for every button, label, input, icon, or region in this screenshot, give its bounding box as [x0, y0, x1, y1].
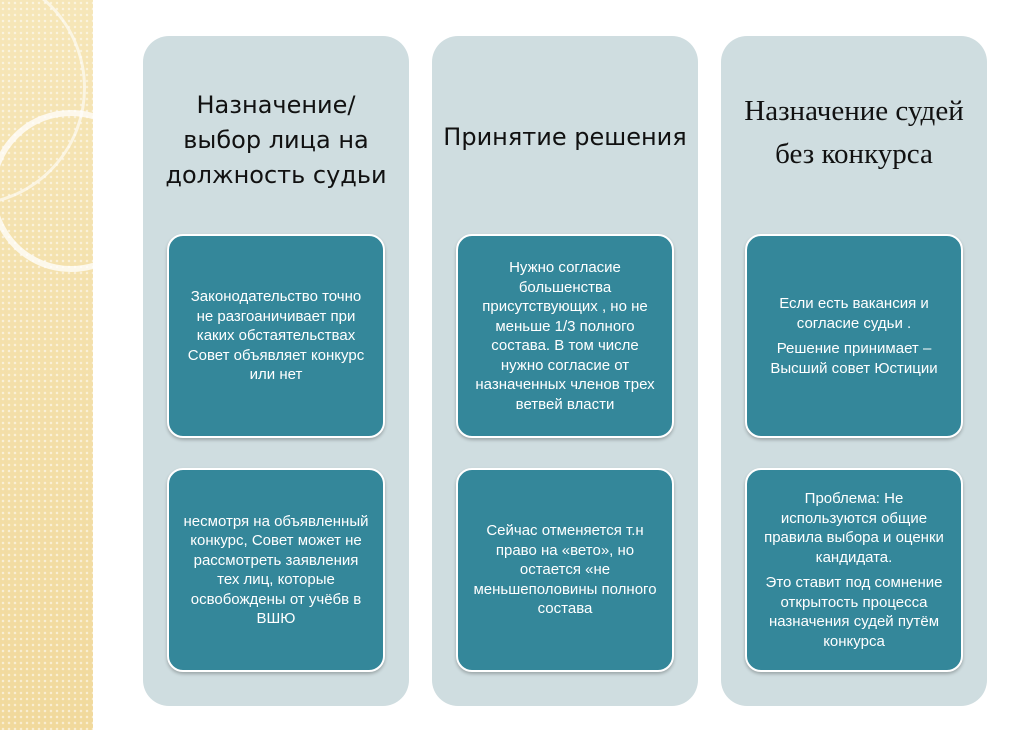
info-box-text: Нужно согласие большенства присутствующих , но не меньше 1/3 полного состава. В том числе нужно согласие от назначенных членов трех ветвей власти	[475, 259, 655, 413]
decorative-side-strip	[0, 0, 93, 730]
column-judge-selection	[143, 36, 409, 706]
info-box-text: Сейчас отменяется т.н право на «вето», но остается «не меньшеполовины полного состава	[473, 522, 657, 618]
column-title: Назначение/выбор лица на должность судьи	[165, 91, 387, 189]
info-box-text: Если есть вакансия и согласие судьи .	[779, 295, 929, 332]
info-box	[167, 468, 385, 672]
column-appointment-without-contest	[721, 36, 987, 706]
info-box-text: Решение принимает – Высший совет Юстиции	[770, 340, 938, 377]
info-box-text: несмотря на объявленный конкурс, Совет может не рассмотреть заявления тех лиц, которые освобождены от учёбв в ВШЮ	[183, 512, 369, 627]
info-box	[456, 468, 674, 672]
column-title: Назначение судей без конкурса	[744, 95, 964, 170]
info-box	[745, 234, 963, 438]
column-title: Принятие решения	[443, 123, 687, 151]
info-box-text: Законодательство точно не разгоаничивает при каких обстаятельствах Совет объявляет конкурс или нет	[187, 288, 365, 384]
info-box	[456, 234, 674, 438]
info-box	[745, 468, 963, 672]
info-box-text: Это ставит под сомнение открытость процесса назначения судей путём конкурса	[765, 574, 943, 650]
info-box-text: Проблема: Не используются общие правила выбора и оценки кандидата.	[764, 490, 944, 566]
info-box	[167, 234, 385, 438]
column-decision-making	[432, 36, 698, 706]
